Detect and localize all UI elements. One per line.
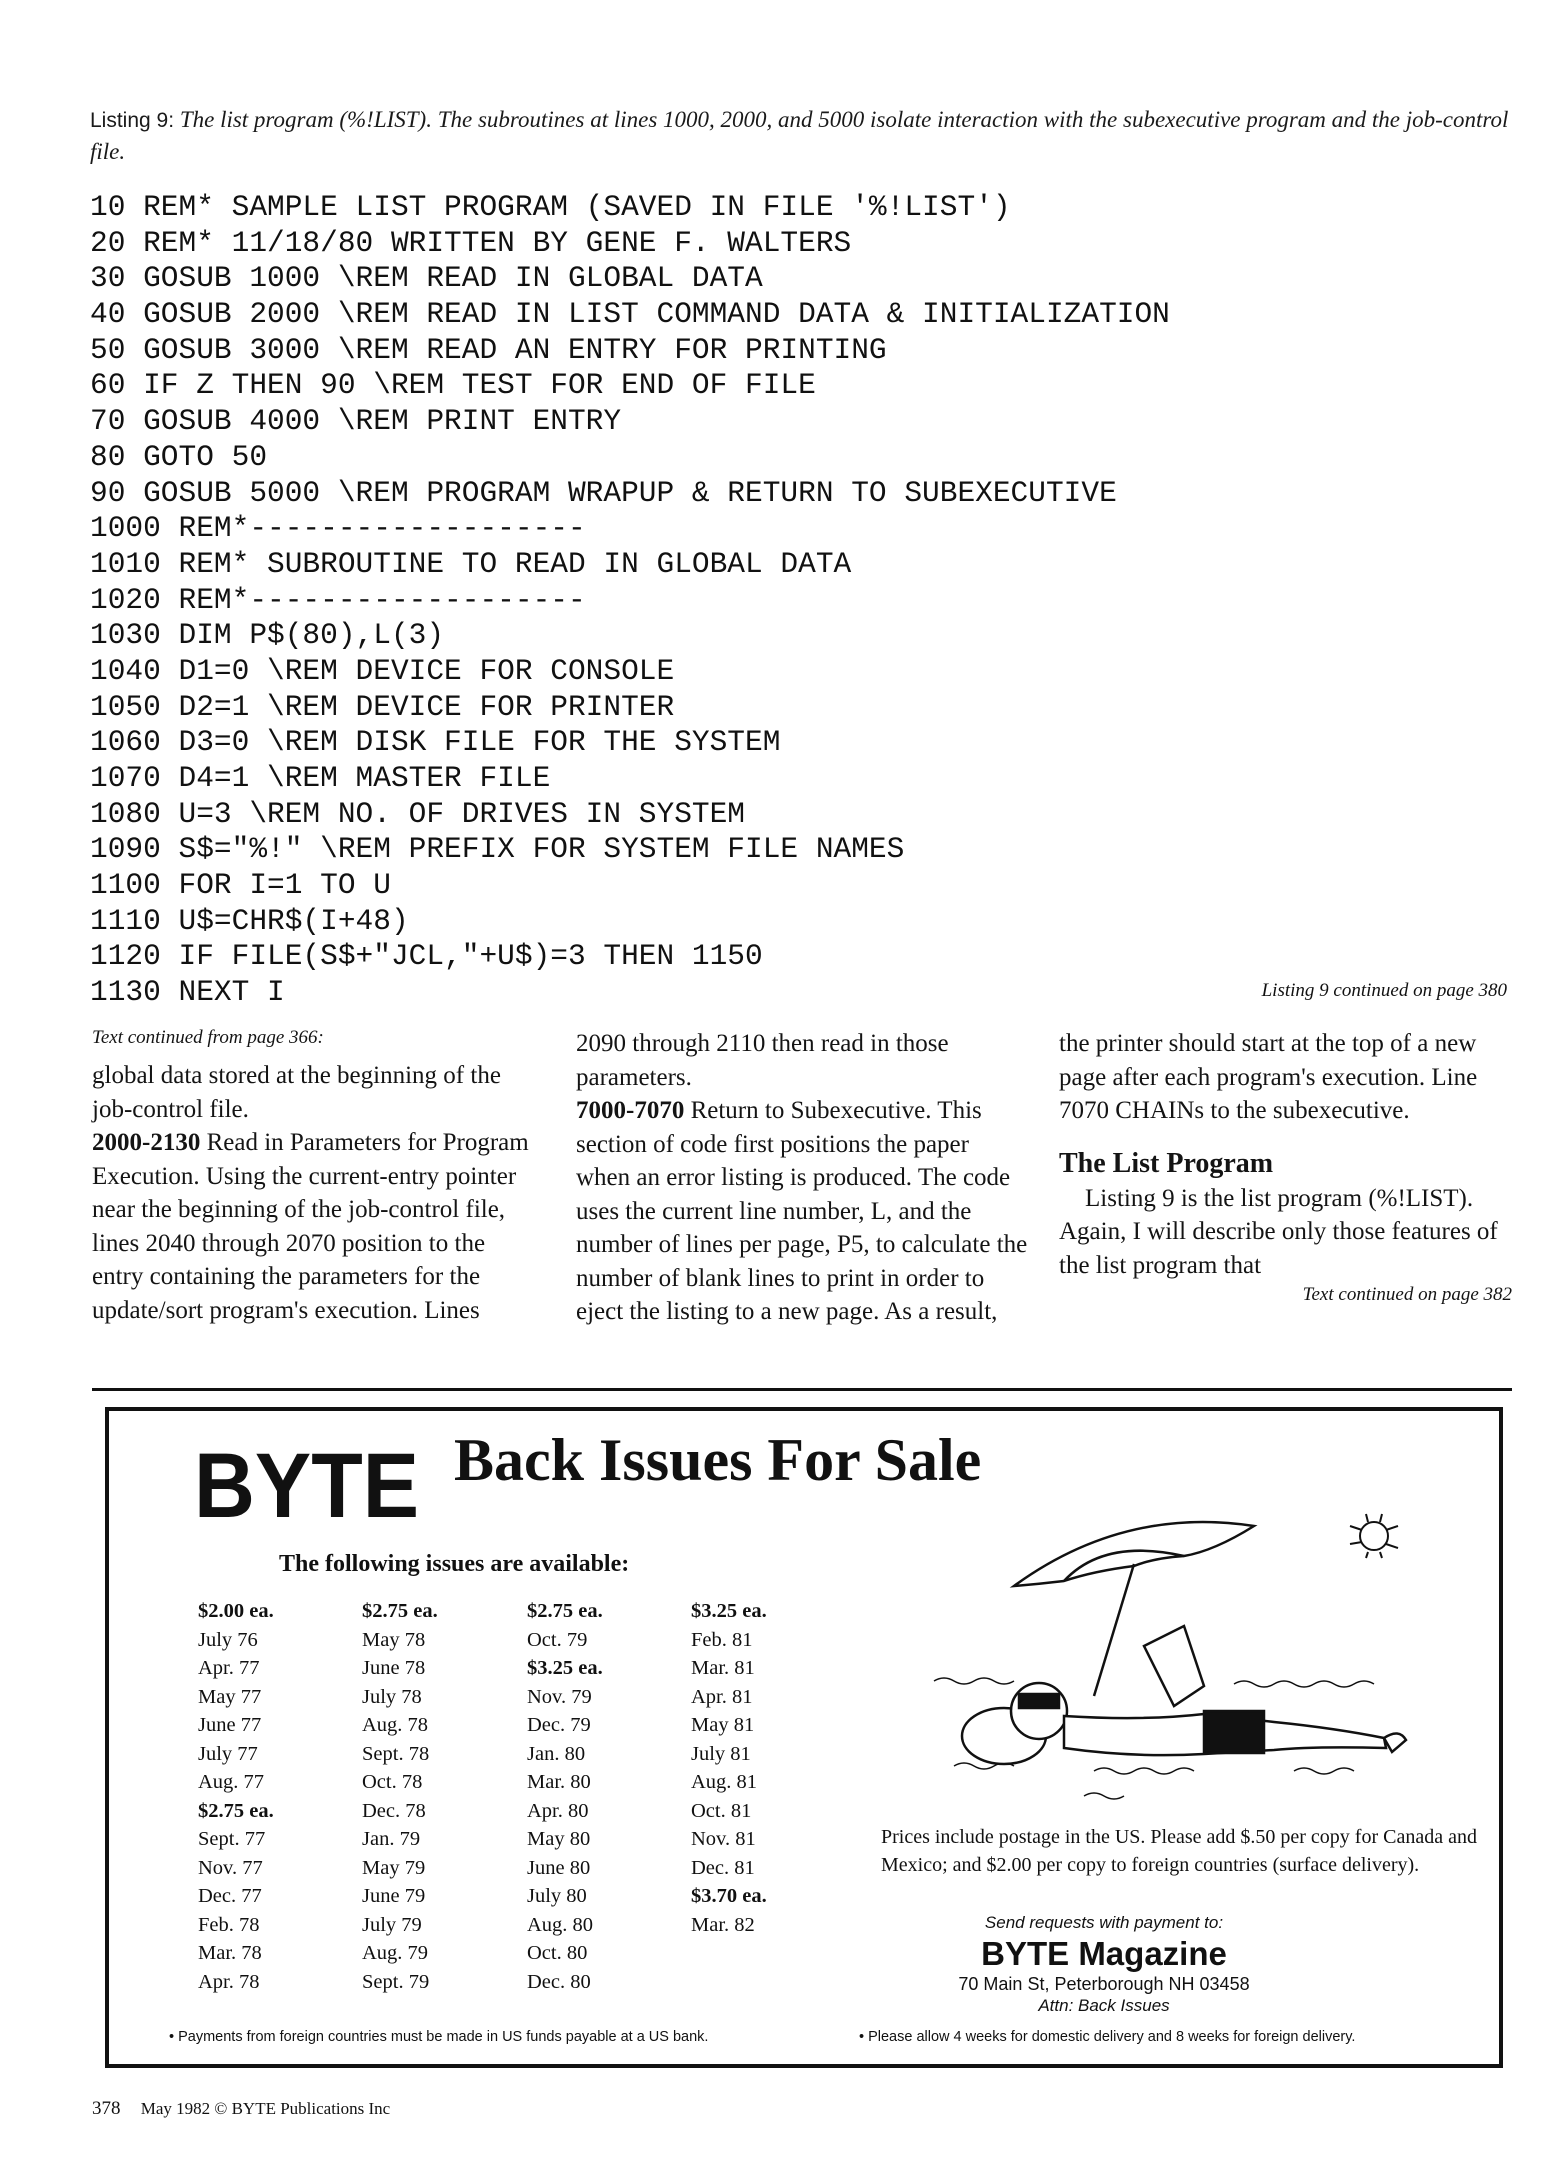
issue-item: Apr. 77 xyxy=(198,1657,260,1679)
issue-item: Sept. 77 xyxy=(198,1828,266,1850)
issue-item: Dec. 80 xyxy=(527,1970,591,1993)
code-line: 1120 IF FILE(S$+"JCL,"+U$)=3 THEN 1150 xyxy=(90,939,763,974)
article-column-3 xyxy=(1059,1027,1512,1308)
issue-item: Mar. 78 xyxy=(198,1942,262,1964)
issue-item: May 77 xyxy=(198,1685,262,1708)
mailing-address: 70 Main St, Peterborough NH 03458 xyxy=(958,1974,1250,1994)
code-line: 20 REM* 11/18/80 WRITTEN BY GENE F. WALTERS xyxy=(90,225,852,260)
column-2-paragraph xyxy=(576,1094,1028,1329)
price-heading: $3.25 ea. xyxy=(691,1600,767,1622)
column-3-intro: the printer should start at the top of a new page after each program's execution. Line 7070 CHAINs to the subexecutive. xyxy=(1059,1030,1478,1124)
issue-item: May 80 xyxy=(527,1828,591,1850)
code-line: 1050 D2=1 \REM DEVICE FOR PRINTER xyxy=(90,689,675,724)
price-heading: $3.25 ea. xyxy=(527,1657,603,1679)
issue-item: May 79 xyxy=(362,1856,426,1879)
code-line: 1000 REM*------------------- xyxy=(90,511,586,546)
line-range-label: 2000-2130 xyxy=(92,1129,201,1156)
issue-item: Dec. 78 xyxy=(362,1799,426,1822)
issue-item: June 78 xyxy=(362,1657,426,1679)
issue-item: Nov. 81 xyxy=(691,1828,756,1850)
issue-item: July 78 xyxy=(362,1685,422,1708)
listing-caption xyxy=(90,104,1510,167)
issue-item: June 79 xyxy=(362,1885,426,1907)
sunbather-figure xyxy=(962,1626,1406,1764)
code-line: 90 GOSUB 5000 \REM PROGRAM WRAPUP & RETURN TO SUBEXECUTIVE xyxy=(90,475,1117,510)
issue-item: Sept. 79 xyxy=(362,1970,430,1993)
issue-column-3 xyxy=(527,1597,603,1996)
issue-item: May 81 xyxy=(691,1714,755,1736)
price-heading: $2.00 ea. xyxy=(198,1600,274,1622)
issue-item: Jan. 79 xyxy=(362,1828,421,1850)
issue-item: Sept. 78 xyxy=(362,1742,430,1765)
code-line: 1060 D3=0 \REM DISK FILE FOR THE SYSTEM xyxy=(90,725,781,760)
publication-credit: May 1982 © BYTE Publications Inc xyxy=(140,2099,391,2118)
issue-item: Nov. 79 xyxy=(527,1685,592,1708)
price-heading: $2.75 ea. xyxy=(362,1600,438,1622)
code-line: 1090 S$="%!" \REM PREFIX FOR SYSTEM FILE NAMES xyxy=(90,832,905,867)
issue-item: May 78 xyxy=(362,1628,426,1651)
code-line: 80 GOTO 50 xyxy=(90,439,268,474)
price-heading: $2.75 ea. xyxy=(527,1600,603,1622)
column-3-body: Listing 9 is the list program (%!LIST). Again, I will describe only those features of the list program that xyxy=(1059,1184,1498,1279)
column-1-body: Read in Parameters for Program Execution. Using the current-entry pointer near the beginning of the job-control file, lines 2040 through 2070 position to the entry containing the parameters for the update/sort program's execution. Lines xyxy=(92,1129,529,1324)
beach-illustration xyxy=(914,1466,1494,1836)
issue-item: Oct. 79 xyxy=(527,1628,588,1651)
page-footer xyxy=(92,2098,390,2120)
column-1-paragraph xyxy=(92,1126,542,1327)
issue-item: Mar. 81 xyxy=(691,1657,755,1679)
issue-item: Mar. 82 xyxy=(691,1913,755,1936)
code-line: 1100 FOR I=1 TO U xyxy=(90,868,391,903)
ad-headline: Back Issues For Sale xyxy=(454,1427,982,1493)
code-line: 1110 U$=CHR$(I+48) xyxy=(90,903,409,938)
issue-column-4 xyxy=(691,1597,767,1939)
code-line: 10 REM* SAMPLE LIST PROGRAM (SAVED IN FILE '%!LIST') xyxy=(90,190,1011,224)
issue-item: June 77 xyxy=(198,1714,262,1736)
article-column-1 xyxy=(92,1025,542,1327)
issue-item: Apr. 81 xyxy=(691,1685,753,1708)
issue-item: Dec. 77 xyxy=(198,1885,262,1907)
issue-item: July 77 xyxy=(198,1742,258,1765)
issue-item: July 80 xyxy=(527,1885,587,1907)
continued-next-note: Text continued on page 382 xyxy=(1302,1284,1512,1305)
code-line: 1010 REM* SUBROUTINE TO READ IN GLOBAL DATA xyxy=(90,546,852,581)
issue-item: Aug. 77 xyxy=(198,1771,265,1793)
send-requests-label: Send requests with payment to: xyxy=(984,1913,1224,1932)
code-line: 1030 DIM P$(80),L(3) xyxy=(90,618,445,653)
order-address-block xyxy=(869,1911,1339,2017)
issue-column-1 xyxy=(198,1597,274,1996)
issue-item: Apr. 80 xyxy=(527,1799,589,1822)
issue-item: Feb. 81 xyxy=(691,1628,753,1651)
column-1-intro: global data stored at the beginning of the job-control file. xyxy=(92,1062,501,1123)
sun-icon xyxy=(1350,1514,1398,1558)
delivery-footnote: • Please allow 4 weeks for domestic delivery and 8 weeks for foreign delivery. xyxy=(859,2029,1356,2045)
issue-item: June 80 xyxy=(527,1856,591,1879)
code-line: 60 IF Z THEN 90 \REM TEST FOR END OF FILE xyxy=(90,368,816,403)
code-line: 70 GOSUB 4000 \REM PRINT ENTRY xyxy=(90,404,622,439)
code-line: 1130 NEXT I xyxy=(90,975,285,1010)
code-line: 1040 D1=0 \REM DEVICE FOR CONSOLE xyxy=(90,653,675,688)
issue-item: Aug. 78 xyxy=(362,1714,429,1736)
column-2-body: Return to Subexecutive. This section of code first positions the paper when an error listing is produced. The code uses the current line number, L, and the number of lines per page, P5, to calculate the number of blank lines to print in order to eject the listing to a new page. As a result, xyxy=(576,1097,1028,1325)
continued-from-note: Text continued from page 366: xyxy=(92,1027,324,1048)
price-heading: $3.70 ea. xyxy=(691,1885,767,1907)
issue-item: Nov. 77 xyxy=(198,1856,263,1879)
byte-logo-text: BYTE xyxy=(194,1435,419,1525)
code-line: 30 GOSUB 1000 \REM READ IN GLOBAL DATA xyxy=(90,261,763,296)
issue-item: Mar. 80 xyxy=(527,1771,591,1793)
code-listing xyxy=(90,190,1510,1011)
listing-caption-text: The list program (%!LIST). The subroutines at lines 1000, 2000, and 5000 isolate interaction with the subexecutive program and the job-control file. xyxy=(90,107,1509,164)
issue-item: Oct. 80 xyxy=(527,1942,588,1964)
issue-item: July 79 xyxy=(362,1913,422,1936)
issue-item: Aug. 80 xyxy=(527,1913,594,1936)
section-divider xyxy=(92,1388,1512,1391)
issue-item: Aug. 79 xyxy=(362,1942,429,1964)
issue-item: Apr. 78 xyxy=(198,1970,260,1993)
page-number: 378 xyxy=(92,2098,121,2119)
section-title: The List Program xyxy=(1059,1147,1274,1179)
attention-line: Attn: Back Issues xyxy=(1038,1996,1170,2015)
back-issues-ad xyxy=(105,1407,1503,2068)
article-column-2 xyxy=(576,1027,1028,1329)
ad-subheadline: The following issues are available: xyxy=(279,1551,630,1577)
column-2-intro: 2090 through 2110 then read in those parameters. xyxy=(576,1030,949,1091)
listing-continued-note: Listing 9 continued on page 380 xyxy=(1261,980,1507,1001)
umbrella-icon xyxy=(1014,1522,1254,1696)
listing-label: Listing 9: xyxy=(90,109,175,132)
code-line: 50 GOSUB 3000 \REM READ AN ENTRY FOR PRINTING xyxy=(90,332,887,367)
issue-item: Dec. 79 xyxy=(527,1714,591,1736)
prices-note: Prices include postage in the US. Please add $.50 per copy for Canada and Mexico; and $2.00 per copy to foreign countries (surface delivery). xyxy=(881,1826,1477,1876)
issue-item: Feb. 78 xyxy=(198,1913,260,1936)
code-line: 40 GOSUB 2000 \REM READ IN LIST COMMAND DATA & INITIALIZATION xyxy=(90,297,1170,332)
issue-item: Oct. 78 xyxy=(362,1771,423,1793)
code-line: 1070 D4=1 \REM MASTER FILE xyxy=(90,761,551,795)
byte-logo xyxy=(194,1425,424,1525)
issue-item: July 81 xyxy=(691,1742,751,1765)
issue-item: Dec. 81 xyxy=(691,1856,755,1879)
issue-item: Oct. 81 xyxy=(691,1799,752,1822)
code-line: 1020 REM*------------------- xyxy=(90,582,586,617)
payment-footnote: • Payments from foreign countries must be made in US funds payable at a US bank. xyxy=(169,2029,709,2045)
issue-item: July 76 xyxy=(198,1628,258,1651)
magazine-name: BYTE Magazine xyxy=(981,1935,1227,1972)
line-range-label: 7000-7070 xyxy=(576,1097,685,1124)
issue-item: Jan. 80 xyxy=(527,1742,586,1765)
issue-column-2 xyxy=(362,1597,438,1996)
issue-item: Aug. 81 xyxy=(691,1771,758,1793)
code-line: 1080 U=3 \REM NO. OF DRIVES IN SYSTEM xyxy=(90,796,746,831)
price-heading: $2.75 ea. xyxy=(198,1799,274,1822)
